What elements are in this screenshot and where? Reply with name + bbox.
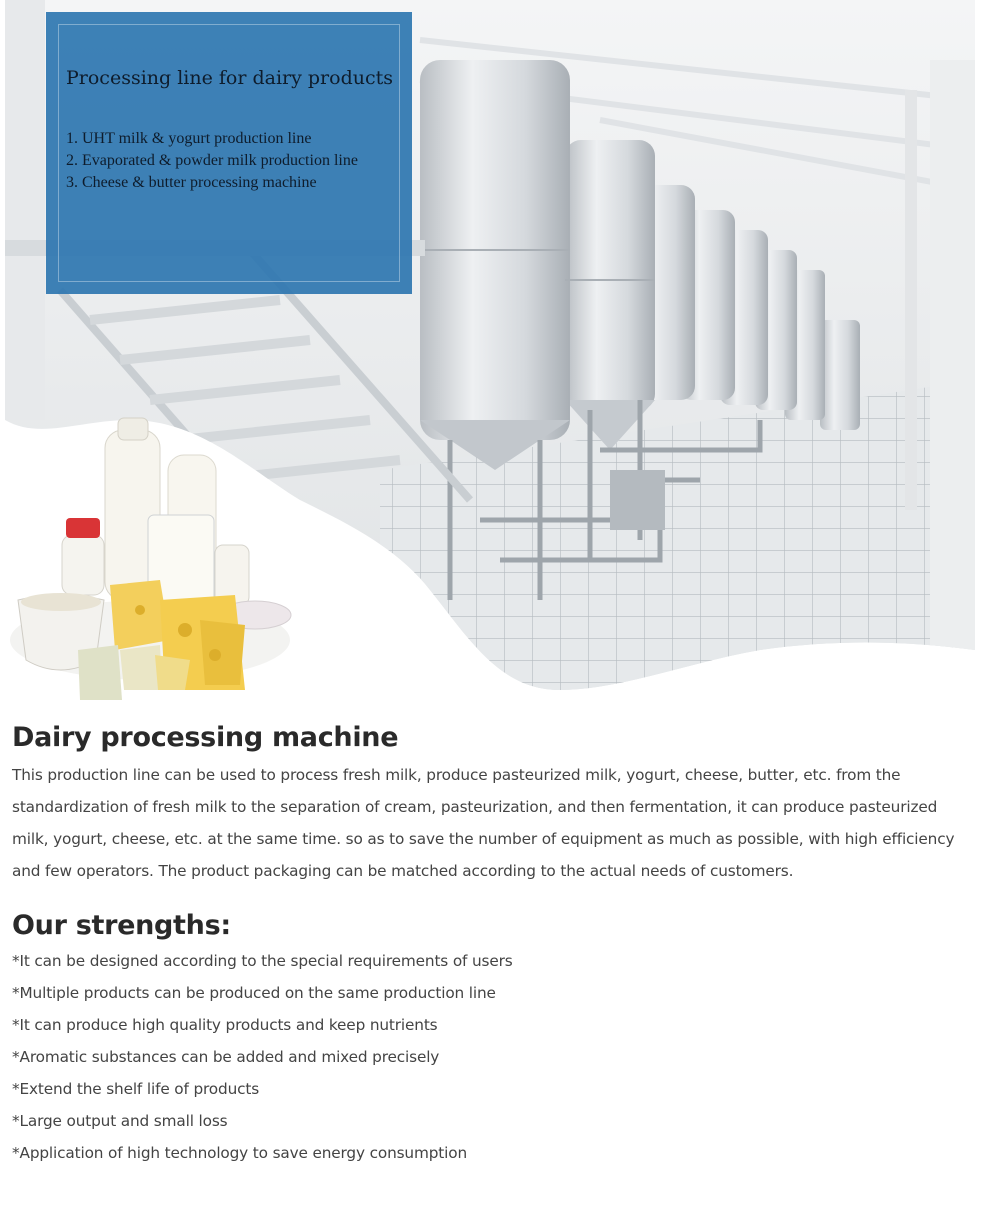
description-section (12, 722, 972, 887)
list-item: *Application of high technology to save energy consumption (12, 1144, 467, 1162)
list-item: *It can produce high quality products and keep nutrients (12, 1016, 438, 1034)
description-paragraph (12, 759, 972, 887)
strengths-section (12, 910, 972, 1169)
list-item: *Multiple products can be produced on the same production line (12, 984, 496, 1002)
panel-list-item: 3. Cheese & butter processing machine (66, 174, 317, 191)
paragraph-line: standardization of fresh milk to the separation of cream, pasteurization, and then fermentation, it can produce pasteurized (12, 798, 938, 816)
list-item: *It can be designed according to the special requirements of users (12, 952, 513, 970)
list-item: *Aromatic substances can be added and mixed precisely (12, 1048, 440, 1066)
paragraph-line: milk, yogurt, cheese, etc. at the same time. so as to save the number of equipment as much as possible, with high efficiency (12, 830, 955, 848)
panel-list-item: 1. UHT milk & yogurt production line (66, 130, 312, 147)
paragraph-line: and few operators. The product packaging can be matched according to the actual needs of customers. (12, 862, 794, 880)
panel-list (66, 128, 358, 194)
section-heading: Our strengths: (12, 910, 231, 941)
section-heading: Dairy processing machine (12, 722, 399, 753)
list-item: *Large output and small loss (12, 1112, 228, 1130)
product-lines-panel (46, 12, 412, 294)
paragraph-line: This production line can be used to process fresh milk, produce pasteurized milk, yogurt, cheese, butter, etc. from the (12, 766, 901, 784)
list-item: *Extend the shelf life of products (12, 1080, 260, 1098)
strengths-list (12, 945, 972, 1169)
panel-title: Processing line for dairy products (66, 67, 394, 89)
panel-list-item: 2. Evaporated & powder milk production line (66, 152, 358, 169)
